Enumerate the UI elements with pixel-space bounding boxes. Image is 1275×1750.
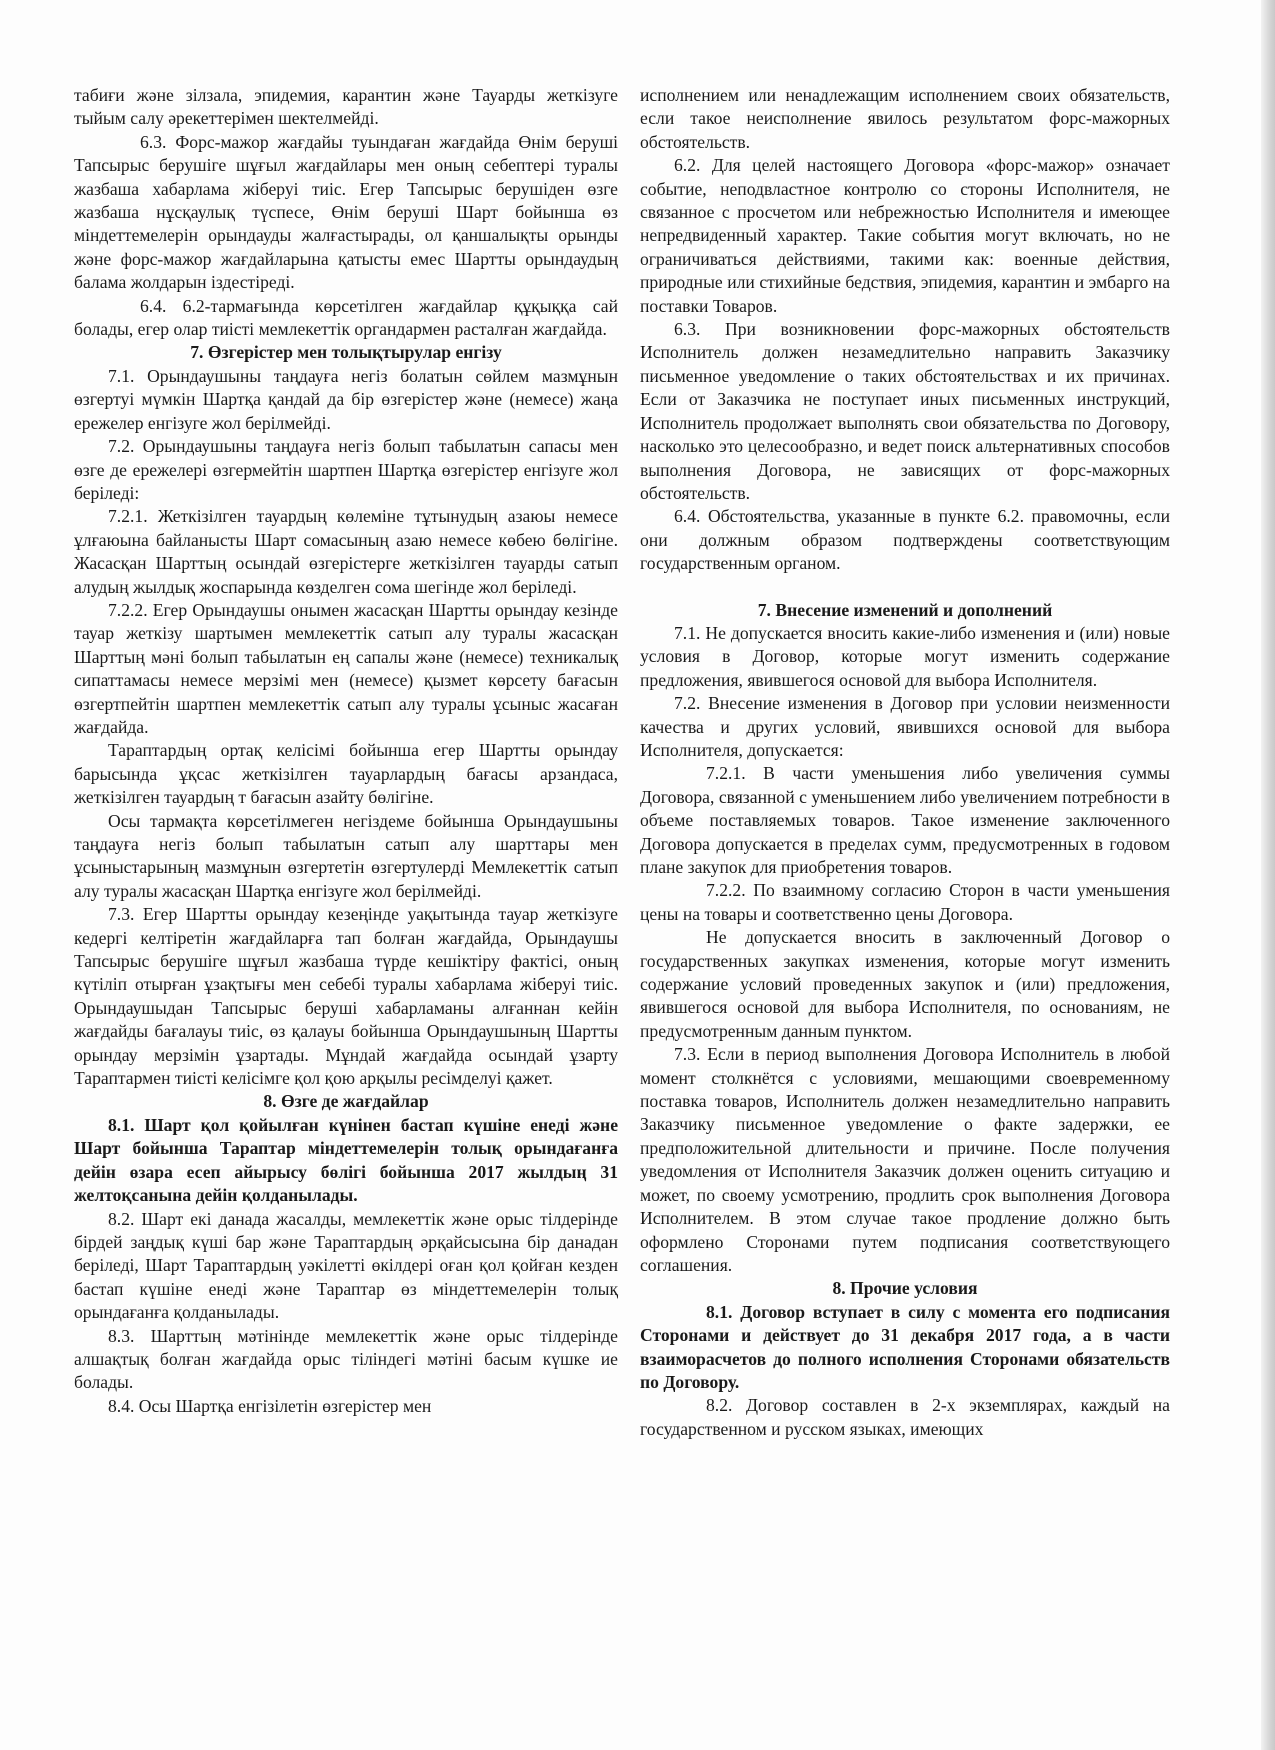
paragraph: 7.2.2. Егер Орындаушы онымен жасасқан Шартты орындау кезінде тауар жеткізу шартымен мемлекеттік сатып алу туралы жасасқан Шарттың мәні болып табылатын ең сапалы және (немесе) техникалық сипаттамасы немесе мерзімі мен (немесе) қызмет көрсету бағасын өзгертпейтін шартпен мемлекеттік сатып алу туралы ұсыныс жасаған жағдайда. [74, 599, 618, 737]
paragraph: 6.3. При возникновении форс-мажорных обстоятельств Исполнитель должен незамедлительно направить Заказчику письменное уведомление о таких обстоятельствах и их причинах. Если от Заказчика не поступает иных письменных инструкций, Исполнитель продолжает выполнять свои обязательства по Договору, насколько это целесообразно, и ведет поиск альтернативных способов выполнения Договора, не зависящих от форс-мажорных обстоятельств. [640, 319, 1170, 503]
paragraph: 6.2. Для целей настоящего Договора «форс-мажор» означает событие, неподвластное контролю со стороны Исполнителя, не связанное с просчетом или небрежностью Исполнителя и имеющее непредвиденный характер. Такие события могут включать, но не ограничиваться действиями, такими как: военные действия, природные или стихийные бедствия, эпидемия, карантин и эмбарго на поставки Товаров. [640, 155, 1170, 316]
paragraph: 8.2. Шарт екі данада жасалды, мемлекеттік және орыс тілдерінде бірдей заңдық күші бар және Тараптардың әрқайсысына бір данадан беріледі, Шарт Тараптардың уәкілетті өкілдері оған қол қойған кезден бастап күшіне енеді және Тараптар өз міндеттемелерін толық орындағанға қолданылады. [74, 1208, 618, 1323]
scan-edge-shadow [1261, 0, 1275, 1750]
paragraph-bold: 8.1. Договор вступает в силу с момента его подписания Сторонами и действует до 31 декабря 2017 года, а в части взаиморасчетов до полного исполнения Сторонами обязательств по Договору. [640, 1301, 1170, 1392]
section-heading: 8. Өзге де жағдайлар [263, 1091, 429, 1112]
section-heading: 7. Өзгерістер мен толықтырулар енгізу [190, 342, 502, 363]
paragraph: 8.4. Осы Шартқа енгізілетін өзгерістер мен [108, 1395, 432, 1416]
kazakh-column [74, 84, 618, 1418]
paragraph: Тараптардың ортақ келісімі бойынша егер Шартты орындау барысында ұқсас жеткізілген тауарлардың бағасы арзандаса, жеткізілген тауардың т бағасын азайту бөлігіне. [74, 740, 618, 808]
paragraph-bold: 8.1. Шарт қол қойылған күнінен бастап күшіне енеді және Шарт бойынша Тараптар міндеттемелерін толық орындағанға дейін өзара есеп айырысу бөлігі бойынша 2017 жылдың 31 желтоқсанына дейін қолданылады. [74, 1114, 618, 1206]
paragraph: табиғи және зілзала, эпидемия, карантин және Тауарды жеткізуге тыйым салу әрекеттерімен шектелмейді. [74, 85, 618, 129]
paragraph: Осы тармақта көрсетілмеген негіздеме бойынша Орындаушыны таңдауға негіз болып табылатын сатып алу шарттары мен ұсыныстарының мазмұнын өзгертетін өзгертулерді Мемлекеттік сатып алу туралы жасасқан Шартқа енгізуге жол берілмейді. [74, 810, 618, 901]
paragraph: 6.4. Обстоятельства, указанные в пункте 6.2. правомочны, если они должным образом подтверждены соответствующим государственным органом. [640, 506, 1170, 574]
paragraph: 7.1. Не допускается вносить какие-либо изменения и (или) новые условия в Договор, которые могут изменить содержание предложения, явившегося основой для выбора Исполнителя. [640, 622, 1170, 690]
paragraph: 8.3. Шарттың мәтінінде мемлекеттік және орыс тілдерінде алшақтық болған жағдайда орыс тіліндегі мәтіні басым күшке ие болады. [74, 1325, 618, 1393]
paragraph: исполнением или ненадлежащим исполнением своих обязательств, если такое неисполнение явилось результатом форс-мажорных обстоятельств. [640, 85, 1170, 152]
paragraph: 6.4. 6.2-тармағында көрсетілген жағдайлар құқыққа сай болады, егер олар тиісті мемлекеттік органдармен расталған жағдайда. [74, 295, 618, 340]
paragraph: 8.2. Договор составлен в 2-х экземплярах, каждый на государственном и русском языках, имеющих [640, 1395, 1170, 1439]
paragraph: 7.2.1. Жеткізілген тауардың көлеміне тұтынудың азаюы немесе ұлғаюына байланысты Шарт сомасының азаю немесе көбею бөлігіне. Жасасқан Шарттың осындай өзгерістерге жеткізілген тауарды сатып алудың жылдық жоспарында көзделген сома шегінде жол беріледі. [74, 506, 618, 597]
paragraph: 7.2. Внесение изменения в Договор при условии неизменности качества и других условий, явившихся основой для выбора Исполнителя, допускается: [640, 693, 1170, 760]
section-heading: 7. Внесение изменений и дополнений [757, 599, 1053, 620]
paragraph: 7.2.2. По взаимному согласию Сторон в части уменьшения цены на товары и соответственно цены Договора. [640, 880, 1170, 924]
paragraph: Не допускается вносить в заключенный Договор о государственных закупках изменения, которые могут изменить содержание условий проведенных закупок и (или) предложения, явившегося основой для выбора Исполнителя, по основаниям, не предусмотренным данным пунктом. [640, 927, 1170, 1041]
paragraph: 7.3. Егер Шартты орындау кезеңінде уақытында тауар жеткізуге кедергі келтіретін жағдайларға тап болған жағдайда, Орындаушы Тапсырыс берушіге шұғыл жазбаша түрде кешіктіру фактісі, оның күтіліп отырған ұзақтығы мен себебі туралы хабарлама жіберуі тиіс. Орындаушыдан Тапсырыс беруші хабарламаны алғаннан кейін жағдайды бағалауы тиіс, өз қалауы бойынша Орындаушының Шартты орындау мерзімін ұзартады. Мұндай жағдайда осындай ұзарту Тараптармен тиісті келісімге қол қою арқылы ресімделуі қажет. [74, 904, 618, 1089]
paragraph: 7.1. Орындаушыны таңдауға негіз болатын сөйлем мазмұнын өзгертуі мүмкін Шартқа қандай да бір өзгерістер және (немесе) жаңа ережелер енгізуге жол берілмейді. [74, 365, 618, 433]
section-heading: 8. Прочие условия [832, 1278, 978, 1299]
russian-column [640, 84, 1170, 1441]
paragraph: 7.3. Если в период выполнения Договора Исполнитель в любой момент столкнётся с условиями, мешающими своевременному поставка товаров, Исполнитель должен незамедлительно направить Заказчику письменное уведомление о факте задержки, ее предположительной длительности и причине. После получения уведомления от Исполнителя Заказчик должен оценить ситуацию и может, по своему усмотрению, продлить срок выполнения Договора Исполнителем. В этом случае такое продление должно быть оформлено Сторонами путем подписания соответствующего соглашения. [640, 1044, 1170, 1275]
paragraph: 6.3. Форс-мажор жағдайы туындаған жағдайда Өнім беруші Тапсырыс берушіге шұғыл жағдайлары мен оның себептері туралы жазбаша хабарлама жіберуі тиіс. Егер Тапсырыс берушіден өзге жазбаша нұсқаулық түспесе, Өнім беруші Шарт бойынша өз міндеттемелерін орындауды жалғастырады, ол қаншалықты орынды және форс-мажор жағдайларына қатысты емес Шартты орындаудың балама жолдарын іздестіреді. [74, 131, 618, 293]
spacer [640, 576, 1170, 599]
paragraph: 7.2. Орындаушыны таңдауға негіз болып табылатын сапасы мен өзге де ережелері өзгермейтін шартпен Шартқа өзгерістер енгізуге жол беріледі: [74, 436, 618, 503]
paragraph: 7.2.1. В части уменьшения либо увеличения суммы Договора, связанной с уменьшением либо увеличением потребности в объеме поставляемых товаров. Такое изменение заключенного Договора допускается в пределах сумм, предусмотренных в годовом плане закупок для приобретения товаров. [640, 763, 1170, 877]
